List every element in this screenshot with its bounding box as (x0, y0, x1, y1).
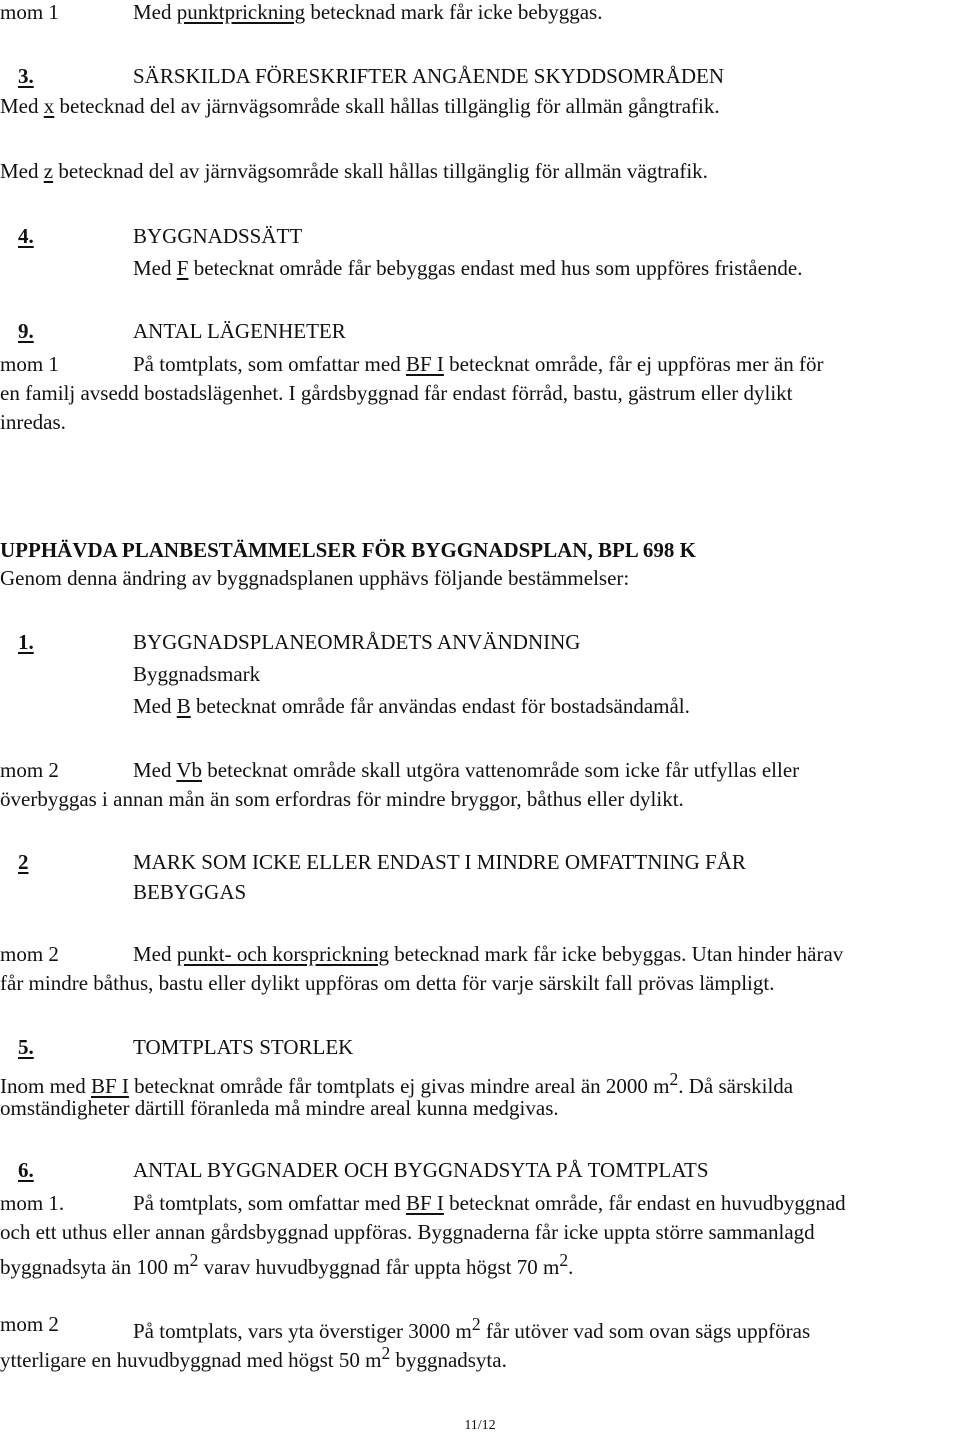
section-number: 5. (18, 1035, 34, 1059)
underlined-term: z (43, 159, 54, 183)
underlined-term: x (43, 94, 55, 118)
rule-text: Med punkt- och korsprickning betecknad mark får icke bebyggas. Utan hinder härav (133, 942, 844, 966)
section-number: 2 (18, 850, 29, 874)
rule-text: och ett uthus eller annan gårdsbyggnad uppföras. Byggnaderna får icke uppta större sammanlagd (0, 1220, 815, 1244)
section-heading: BYGGNADSSÄTT (133, 224, 303, 248)
rule-text: ytterligare en huvudbyggnad med högst 50 $m^2$ byggnadsyta. (0, 1343, 507, 1372)
underlined-term: punkt- och korsprickning (176, 942, 390, 966)
rule-text: Inom med BF I betecknat område får tomtplats ej givas mindre areal än 2000 $m^2$. Då särskilda (0, 1069, 794, 1098)
section-number: 6. (18, 1158, 34, 1182)
section-heading: ANTAL BYGGNADER OCH BYGGNADSYTA PÅ TOMTPLATS (133, 1158, 709, 1182)
rule-label: mom 2 (0, 1312, 59, 1336)
underlined-term: BF I (405, 1191, 444, 1215)
section-number: 4. (18, 224, 34, 248)
rule-text: Med Vb betecknat område skall utgöra vattenområde som icke får utfyllas eller (133, 758, 800, 782)
section-heading: MARK SOM ICKE ELLER ENDAST I MINDRE OMFATTNING FÅR (133, 850, 746, 874)
rule-text: Med punktprickning betecknad mark får icke bebyggas. (133, 0, 603, 24)
rule-label: mom 2 (0, 942, 59, 966)
page-number: 11/12 (464, 1418, 496, 1433)
rule-text: På tomtplats, vars yta överstiger 3000 $m^2$ får utöver vad som ovan sägs uppföras (133, 1314, 811, 1343)
underlined-term: F (176, 256, 189, 280)
rule-text: Med z betecknad del av järnvägsområde skall hållas tillgänglig för allmän vägtrafik. (0, 159, 708, 183)
rule-text: På tomtplats, som omfattar med BF I betecknat område, får endast en huvudbyggnad (133, 1191, 846, 1215)
rule-text: överbyggas i annan mån än som erfordras för mindre bryggor, båthus eller dylikt. (0, 787, 684, 811)
underlined-term: B (176, 694, 191, 718)
rule-label: mom 1 (0, 352, 59, 376)
rule-text: omständigheter därtill föranleda må mindre areal kunna medgivas. (0, 1096, 559, 1120)
document-title: UPPHÄVDA PLANBESTÄMMELSER FÖR BYGGNADSPLAN, BPL 698 K (0, 538, 696, 562)
rule-text: byggnadsyta än 100 $m^2$ varav huvudbyggnad får uppta högst 70 $m^2$. (0, 1250, 574, 1279)
section-heading: ANTAL LÄGENHETER (133, 319, 346, 343)
subheading: Byggnadsmark (133, 662, 261, 686)
section-heading: BEBYGGAS (133, 880, 247, 904)
section-heading: SÄRSKILDA FÖRESKRIFTER ANGÅENDE SKYDDSOMRÅDEN (133, 64, 724, 88)
section-heading: TOMTPLATS STORLEK (133, 1035, 354, 1059)
rule-text: inredas. (0, 410, 66, 434)
underlined-term: Vb (176, 758, 203, 782)
rule-text: Med B betecknat område får användas endast för bostadsändamål. (133, 694, 690, 718)
rule-text: en familj avsedd bostadslägenhet. I gårdsbyggnad får endast förråd, bastu, gästrum eller dylikt (0, 381, 793, 405)
underlined-term: BF I (90, 1074, 129, 1098)
section-number: 3. (18, 64, 34, 88)
section-number: 9. (18, 319, 34, 343)
intro-text: Genom denna ändring av byggnadsplanen upphävs följande bestämmelser: (0, 566, 630, 590)
section-number: 1. (18, 630, 34, 654)
underlined-term: punktprickning (176, 0, 306, 24)
rule-label: mom 2 (0, 758, 59, 782)
rule-text: får mindre båthus, bastu eller dylikt uppföras om detta för varje särskilt fall prövas lämpligt. (0, 971, 775, 995)
rule-line: mom 1 (0, 0, 59, 24)
rule-text: Med x betecknad del av järnvägsområde skall hållas tillgänglig för allmän gångtrafik. (0, 94, 720, 118)
underlined-term: BF I (405, 352, 444, 376)
rule-text: Med F betecknat område får bebyggas endast med hus som uppföres fristående. (133, 256, 803, 280)
rule-text: På tomtplats, som omfattar med BF I betecknat område, får ej uppföras mer än för (133, 352, 824, 376)
rule-label: mom 1. (0, 1191, 65, 1215)
section-heading: BYGGNADSPLANEOMRÅDETS ANVÄNDNING (133, 630, 581, 654)
